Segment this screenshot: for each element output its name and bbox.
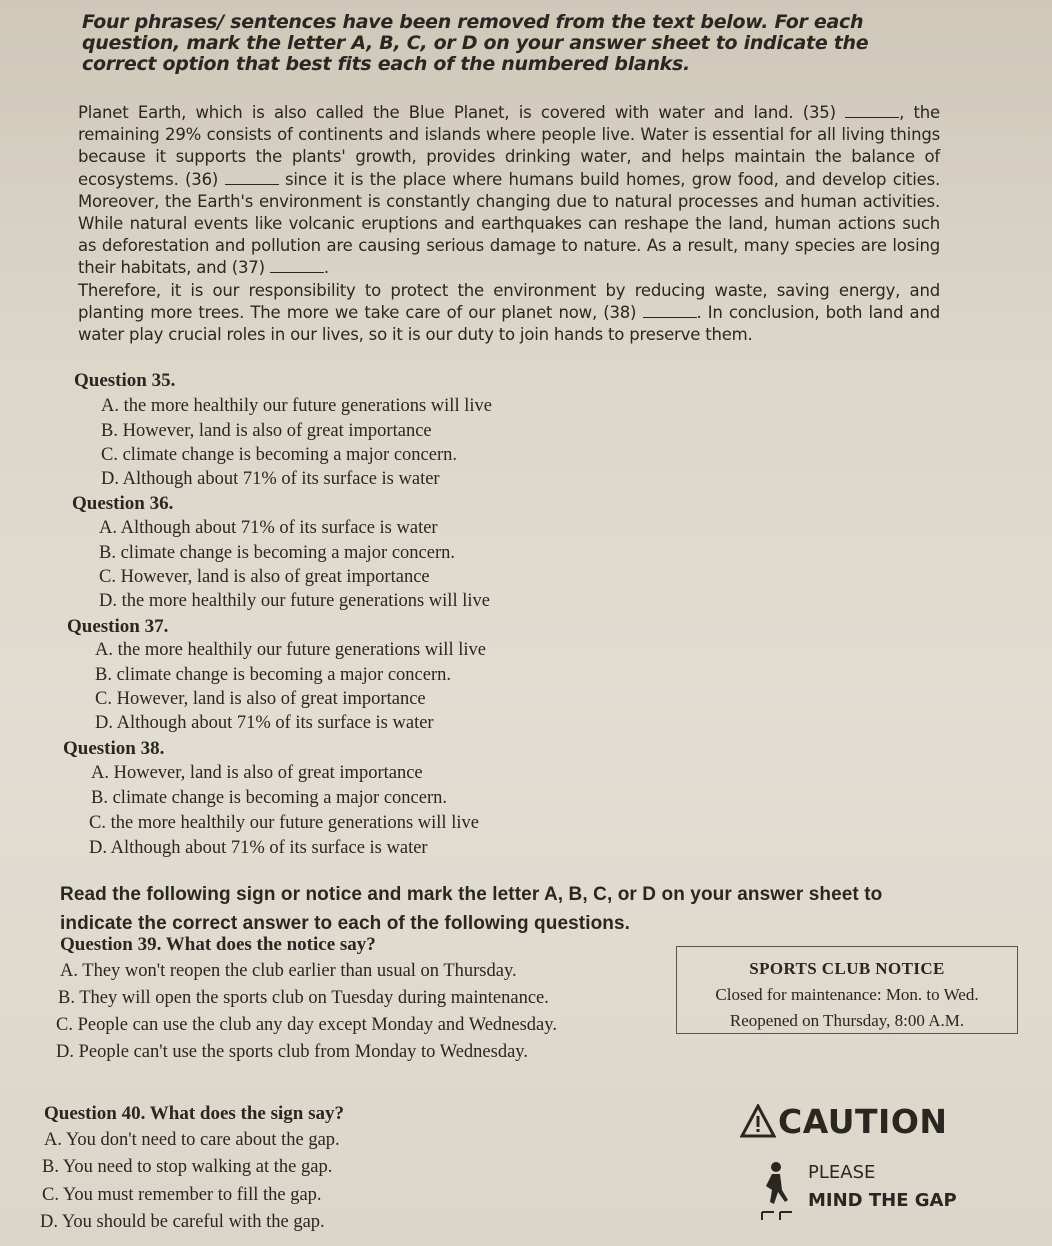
- question-40-option-a[interactable]: A. You don't need to care about the gap.: [44, 1130, 340, 1150]
- person-stepping-icon: [758, 1160, 794, 1222]
- reading-passage: [78, 102, 940, 346]
- question-35-option-a[interactable]: A. the more healthily our future generations will live: [101, 396, 492, 416]
- question-36-title: Question 36.: [72, 493, 174, 514]
- question-40-title: Question 40. What does the sign say?: [44, 1103, 345, 1124]
- notice-line-closed: Closed for maintenance: Mon. to Wed.: [715, 985, 979, 1004]
- sign-please-text: PLEASE: [808, 1162, 876, 1183]
- question-39-option-b[interactable]: B. They will open the sports club on Tuesday during maintenance.: [58, 988, 549, 1008]
- passage-part-5: Therefore, it is our responsibility to protect the environment by reducing waste, saving energy, and planting more trees. The more we take care of our planet now, (38): [78, 280, 940, 322]
- question-38-option-b[interactable]: B. climate change is becoming a major concern.: [91, 788, 447, 808]
- question-39-title: Question 39. What does the notice say?: [60, 934, 376, 955]
- question-35-title: Question 35.: [74, 370, 176, 391]
- warning-triangle-icon: [740, 1104, 776, 1138]
- question-40-option-b[interactable]: B. You need to stop walking at the gap.: [42, 1157, 333, 1177]
- question-38-option-c[interactable]: C. the more healthily our future generations will live: [89, 813, 479, 833]
- passage-part-3: since it is the place where humans build homes, grow food, and develop cities. Moreover, the Earth's environment is constantly changing due to natural processes and human activities. While natural events like volcanic eruptions and earthquakes can reshape the land, human actions such as deforestation and pollution are causing serious damage to nature. As a result, many species are losing their habitats, and (37): [78, 169, 941, 278]
- question-39-option-c[interactable]: C. People can use the club any day except Monday and Wednesday.: [56, 1015, 557, 1035]
- question-36-option-c[interactable]: C. However, land is also of great importance: [99, 567, 430, 587]
- notice-line-reopened: Reopened on Thursday, 8:00 A.M.: [729, 1011, 965, 1030]
- passage-part-1: Planet Earth, which is also called the Blue Planet, is covered with water and land. (35): [78, 103, 836, 122]
- sign-mind-the-gap-text: MIND THE GAP: [808, 1190, 957, 1211]
- question-39-option-d[interactable]: D. People can't use the sports club from Monday to Wednesday.: [56, 1042, 528, 1062]
- question-38-option-d[interactable]: D. Although about 71% of its surface is water: [89, 838, 428, 858]
- question-39-option-a[interactable]: A. They won't reopen the club earlier than usual on Thursday.: [60, 961, 517, 981]
- question-37-option-c[interactable]: C. However, land is also of great importance: [95, 689, 426, 709]
- question-36-option-d[interactable]: D. the more healthily our future generations will live: [99, 591, 490, 611]
- blank-36: [225, 170, 279, 185]
- passage-part-4: .: [323, 258, 329, 278]
- question-35-option-d[interactable]: D. Although about 71% of its surface is water: [101, 469, 440, 489]
- passage-part-2: , the remaining 29% consists of continents and islands where people live. Water is essential for all living things because it supports the plants' growth, provides drinking water, and helps maintain the balance of ecosystems. (36): [78, 103, 940, 189]
- question-40-option-d[interactable]: D. You should be careful with the gap.: [40, 1212, 325, 1232]
- question-40-option-c[interactable]: C. You must remember to fill the gap.: [42, 1185, 322, 1205]
- question-36-option-a[interactable]: A. Although about 71% of its surface is water: [99, 518, 438, 538]
- question-35-option-c[interactable]: C. climate change is becoming a major concern.: [101, 445, 457, 465]
- question-37-option-a[interactable]: A. the more healthily our future generations will live: [95, 640, 486, 660]
- mind-the-gap-sign: [740, 1098, 990, 1228]
- blank-38: [643, 303, 697, 318]
- sign-section-instructions: Read the following sign or notice and mark the letter A, B, C, or D on your answer sheet to indicate the correct answer to each of the following questions.: [60, 884, 883, 934]
- question-37-option-b[interactable]: B. climate change is becoming a major concern.: [95, 665, 451, 685]
- question-36-option-b[interactable]: B. climate change is becoming a major concern.: [99, 543, 455, 563]
- caution-title: CAUTION: [778, 1102, 948, 1141]
- question-38-title: Question 38.: [63, 738, 165, 759]
- question-37-option-d[interactable]: D. Although about 71% of its surface is water: [95, 713, 434, 733]
- section-instructions: Four phrases/ sentences have been removed from the text below. For each question, mark the letter A, B, C, or D on your answer sheet to indicate the correct option that best fits each of the numbered blanks.: [82, 11, 869, 75]
- sports-club-notice: [676, 946, 1018, 1034]
- notice-title: SPORTS CLUB NOTICE: [749, 959, 945, 978]
- question-35-option-b[interactable]: B. However, land is also of great importance: [101, 421, 432, 441]
- question-38-option-a[interactable]: A. However, land is also of great importance: [91, 763, 423, 783]
- passage-part-6: . In conclusion, both land and water play crucial roles in our lives, so it is our duty to join hands to preserve them.: [78, 302, 940, 345]
- question-37-title: Question 37.: [67, 616, 169, 637]
- blank-35: [845, 103, 899, 118]
- blank-37: [270, 258, 324, 273]
